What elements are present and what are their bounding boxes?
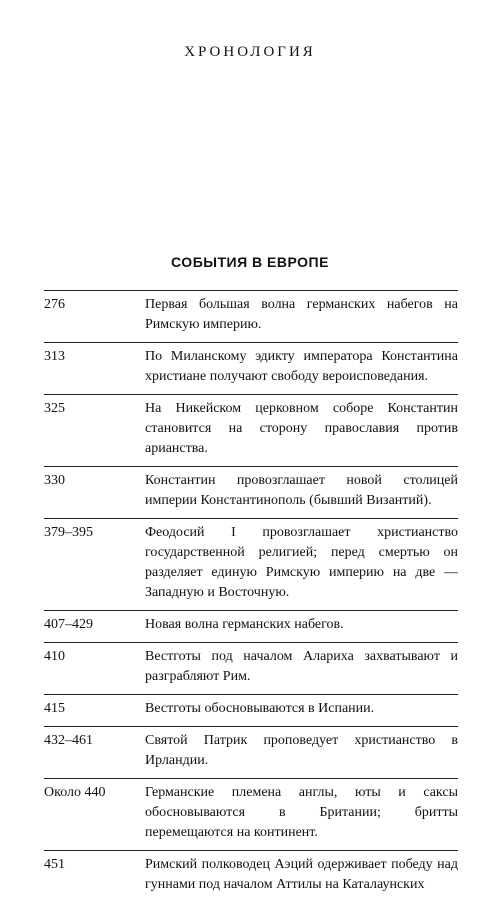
entry-text: На Никейском церковном соборе Константин становится на сторону православия против арианства. — [145, 401, 458, 456]
entry-date: 276 — [44, 297, 65, 312]
chronology-entry — [44, 850, 458, 902]
entry-date: 410 — [44, 649, 65, 664]
entry-date: 415 — [44, 701, 65, 716]
entry-text: По Миланскому эдикту императора Константина христиане получают свободу вероисповедания. — [145, 349, 458, 384]
chronology-entry — [44, 642, 458, 694]
chronology-entry — [44, 466, 458, 518]
page-header: ХРОНОЛОГИЯ — [184, 44, 316, 60]
chronology-entry — [44, 394, 458, 466]
chronology-entry — [44, 518, 458, 610]
chronology-entry — [44, 290, 458, 342]
chronology-entry — [44, 342, 458, 394]
entry-date: 313 — [44, 349, 65, 364]
entry-text: Святой Патрик проповедует христианство в Ирландии. — [145, 733, 458, 768]
entry-text: Константин провозглашает новой столицей империи Константинополь (бывший Византий). — [145, 473, 458, 508]
chronology-entry — [44, 610, 458, 642]
entry-date: 325 — [44, 401, 65, 416]
entry-date: 432–461 — [44, 733, 93, 748]
chronology-entry — [44, 778, 458, 850]
entry-text: Феодосий I провозглашает христианство государственной религией; перед смертью он разделяет единую Римскую империю на две — Западную и Восточную. — [145, 525, 458, 600]
entry-text: Вестготы обосновываются в Испании. — [145, 701, 375, 716]
entry-date: 379–395 — [44, 525, 93, 540]
entry-date: Около 440 — [44, 785, 106, 800]
entry-date: 407–429 — [44, 617, 93, 632]
entry-text: Германские племена англы, юты и саксы обосновываются в Британии; бритты перемещаются на континент. — [145, 785, 458, 840]
entry-text: Римский полководец Аэций одерживает победу над гуннами под началом Аттилы на Каталаунских — [145, 857, 458, 892]
chronology-list — [44, 290, 458, 902]
chronology-entry — [44, 726, 458, 778]
entry-text: Первая большая волна германских набегов на Римскую империю. — [145, 297, 458, 332]
entry-text: Новая волна германских набегов. — [145, 617, 344, 632]
entry-date: 451 — [44, 857, 65, 872]
entry-text: Вестготы под началом Алариха захватывают и разграбляют Рим. — [145, 649, 458, 684]
chronology-entry — [44, 694, 458, 726]
entry-date: 330 — [44, 473, 65, 488]
section-title: СОБЫТИЯ В ЕВРОПЕ — [171, 254, 329, 270]
